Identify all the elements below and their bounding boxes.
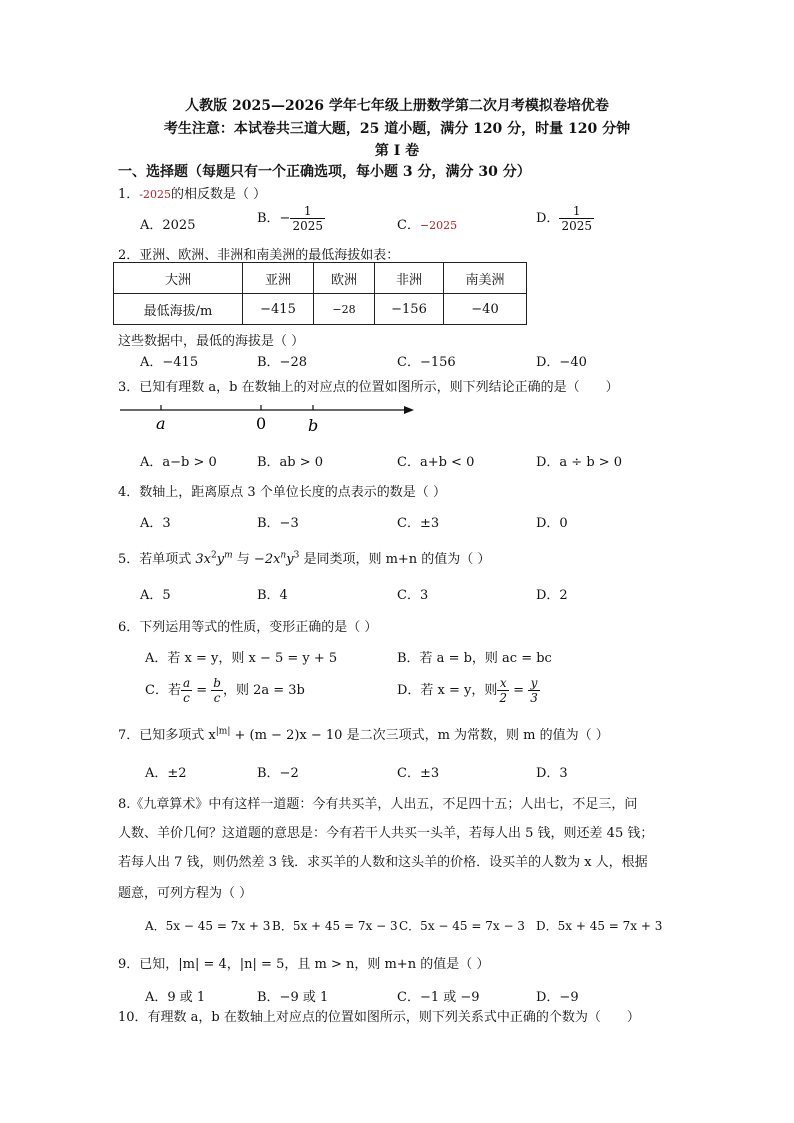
question-4-stem: 4．数轴上，距离原点 3 个单位长度的点表示的数是（ ） (118, 485, 446, 500)
exponent: n (280, 550, 287, 561)
denominator: 2025 (561, 219, 592, 233)
q4-option-a: A．3 (140, 516, 171, 531)
table-cell: 南美洲 (444, 263, 527, 294)
option-prefix: D．若 x = y，则 (397, 683, 498, 698)
q2-option-d: D．−40 (536, 355, 587, 370)
exponent: 3 (293, 550, 300, 561)
q7-option-b: B．−2 (257, 766, 299, 781)
exponent: 2 (211, 550, 217, 561)
fraction (497, 676, 509, 705)
q5-option-d: D．2 (536, 588, 568, 603)
q5-option-a: A．5 (140, 588, 171, 603)
table-cell: 大洲 (114, 263, 243, 294)
q7-option-c: C．±3 (397, 766, 440, 781)
option-prefix: C． (397, 218, 420, 233)
question-text: 7．已知多项式 x (118, 728, 216, 743)
q6-option-b: B．若 a = b，则 ac = bc (397, 651, 552, 666)
label-b: b (308, 416, 319, 435)
q1-option-d (536, 204, 594, 233)
question-8-line-1: 8.《九章算术》中有这样一道题：今有共买羊，人出五，不足四十五；人出七，不足三，问 (118, 797, 638, 812)
section-heading: 一、选择题（每题只有一个正确选项，每小题 3 分，满分 30 分） (118, 164, 531, 180)
table-cell: −415 (243, 294, 314, 325)
q8-option-d: D．5x + 45 = 7x + 3 (536, 919, 663, 933)
q2-option-c: C．−156 (397, 355, 456, 370)
question-7-stem (118, 724, 609, 743)
table-cell: 欧洲 (314, 263, 375, 294)
numerator: b (213, 676, 221, 690)
numerator: y (528, 676, 540, 691)
volume-label: 第 I 卷 (374, 143, 420, 159)
question-text: 的相反数是（ ） (171, 187, 267, 202)
q2-option-b: B．−28 (257, 355, 307, 370)
numerator: a (182, 676, 191, 690)
table-cell: 亚洲 (243, 263, 314, 294)
q9-option-c: C．−1 或 −9 (397, 990, 480, 1005)
option-prefix: D． (536, 211, 560, 226)
monomial-term: y (216, 552, 225, 567)
q7-option-a: A．±2 (145, 766, 187, 781)
table-header-row (114, 263, 527, 294)
exam-title: 人教版 2025—2026 学年七年级上册数学第二次月考模拟卷培优卷 (185, 98, 609, 114)
option-value: −2025 (419, 219, 458, 232)
q8-option-b: B．5x + 45 = 7x − 3 (272, 919, 398, 933)
table-row (114, 294, 527, 325)
option-prefix: C．若 (145, 683, 181, 698)
denominator: 2 (499, 691, 508, 705)
question-6-stem: 6．下列运用等式的性质，变形正确的是（ ） (118, 620, 378, 635)
table-cell: 非洲 (375, 263, 444, 294)
q3-option-b: B．ab > 0 (257, 455, 324, 470)
option-prefix: B．− (257, 211, 291, 226)
q6-option-c: C．若 $\frac{a}{c}$ = $\frac{b}{c}$ ，则 2a = 3b (145, 676, 305, 705)
q4-option-c: C．±3 (397, 516, 440, 531)
question-2-text: 这些数据中，最低的海拔是（ ） (118, 334, 305, 349)
question-9-stem: 9．已知，|m| = 4，|n| = 5，且 m > n，则 m+n 的值是（ ） (118, 957, 490, 972)
question-2-stem: 2．亚洲、欧洲、非洲和南美洲的最低海拔如表： (118, 248, 400, 263)
arrow-head-icon (404, 406, 414, 414)
question-text: 与 (232, 552, 254, 567)
q4-option-d: D．0 (536, 516, 568, 531)
fraction (290, 204, 325, 233)
fraction (211, 676, 223, 705)
table-cell: −40 (444, 294, 527, 325)
q9-option-d: D．−9 (536, 990, 579, 1005)
q9-option-a: A．9 或 1 (145, 990, 206, 1005)
exam-notice: 考生注意：本试卷共三道大题，25 道小题，满分 120 分，时量 120 分钟 (163, 121, 631, 137)
q2-option-a: A．−415 (140, 355, 199, 370)
q3-option-c: C．a+b < 0 (397, 455, 475, 470)
monomial-term: y (286, 552, 294, 567)
q9-option-b: B．−9 或 1 (257, 990, 329, 1005)
question-8-line-2: 人数、羊价几何？这道题的意思是：今有若干人共买一头羊，若每人出 5 钱，则还差 45 钱； (118, 826, 654, 841)
altitude-table (113, 262, 527, 325)
q8-option-a: A．5x − 45 = 7x + 3 (145, 919, 271, 933)
question-number: 1． (118, 187, 140, 202)
option-text: ，则 2a = 3b (222, 683, 305, 698)
fraction (559, 204, 594, 233)
q3-option-a: A．a−b > 0 (140, 455, 217, 470)
question-3-stem: 3．已知有理数 a，b 在数轴上的对应点的位置如图所示，则下列结论正确的是（ ） (118, 380, 619, 395)
question-value: -2025 (139, 188, 171, 201)
denominator: 2025 (292, 219, 323, 233)
denominator: c (213, 691, 221, 705)
denominator: c (183, 691, 190, 705)
exponent: |m| (215, 726, 231, 737)
label-zero: 0 (256, 414, 267, 433)
question-text: 5．若单项式 (118, 552, 196, 567)
numerator: 1 (559, 204, 594, 219)
question-1-stem (118, 183, 266, 202)
q1-option-a: A．2025 (140, 218, 196, 233)
q4-option-b: B．−3 (257, 516, 299, 531)
question-8-line-4: 题意，可列方程为（ ） (118, 886, 253, 901)
q7-option-d: D．3 (536, 766, 568, 781)
question-8-line-3: 若每人出 7 钱，则仍然差 3 钱．求买羊的人数和这头羊的价格．设买羊的人数为 x 人，根据 (118, 855, 648, 870)
q6-option-a: A．若 x = y，则 x − 5 = y + 5 (145, 651, 338, 666)
question-text: + (m − 2)x − 10 是二次三项式，m 为常数，则 m 的值为（ ） (230, 728, 609, 743)
numerator: 1 (290, 204, 325, 219)
q3-option-d: D．a ÷ b > 0 (536, 455, 623, 470)
question-text: 是同类项，则 m+n 的值为（ ） (299, 552, 491, 567)
question-10-stem: 10．有理数 a，b 在数轴上对应点的位置如图所示，则下列关系式中正确的个数为（ ） (118, 1010, 640, 1025)
fraction (181, 676, 192, 705)
q5-option-c: C．3 (397, 588, 429, 603)
table-cell: −28 (314, 294, 375, 325)
q6-option-d: D．若 x = y，则 $\frac{x}{2}$ = $\frac{y}{3}$ (397, 676, 538, 705)
question-5-stem (118, 548, 490, 567)
number-line-figure (118, 400, 418, 436)
denominator: 3 (530, 691, 538, 705)
monomial-term: −2x (253, 552, 281, 567)
fraction (528, 676, 540, 705)
q5-option-b: B．4 (257, 588, 288, 603)
table-cell: 最低海拔/m (114, 294, 243, 325)
monomial-term: 3x (195, 552, 212, 567)
q1-option-c (397, 214, 457, 233)
label-a: a (156, 414, 166, 433)
q8-option-c: C．5x − 45 = 7x − 3 (399, 919, 525, 933)
numerator: x (497, 676, 509, 691)
table-cell: −156 (375, 294, 444, 325)
exponent: m (224, 550, 233, 561)
q1-option-b (257, 204, 325, 233)
